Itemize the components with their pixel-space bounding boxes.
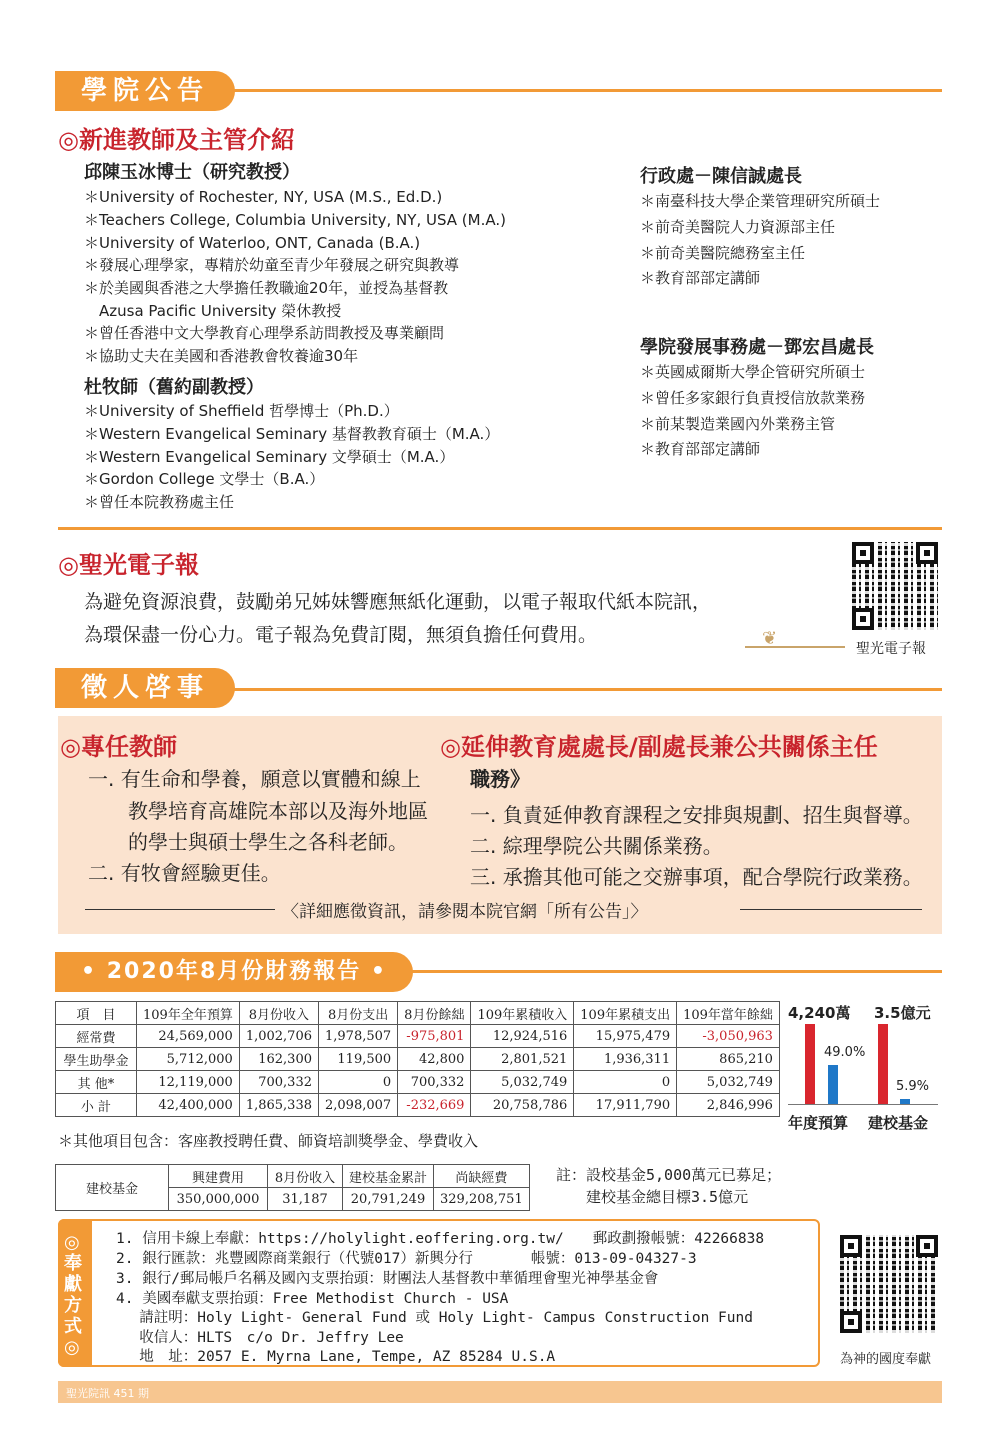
table-row — [56, 1025, 780, 1048]
table-cell: 42,800 — [398, 1048, 471, 1071]
person-name: 邱陳玉冰博士（研究教授） — [84, 162, 300, 183]
section-rule — [58, 527, 942, 530]
job-line: 教學培育高雄院本部以及海外地區 — [88, 799, 428, 823]
person-name: 行政處－陳信誠處長 — [640, 166, 802, 187]
section-tab-recruit: 徵人啓事 — [55, 668, 235, 708]
table-cell: 1,002,706 — [239, 1025, 318, 1048]
job-line: 三. 承擔其他可能之交辦事項，配合學院行政業務。 — [470, 865, 923, 889]
qr-caption: 聖光電子報 — [856, 641, 926, 657]
table-header-cell: 8月份收入 — [268, 1165, 343, 1188]
footer-bar — [58, 1381, 942, 1403]
list-item: ＊Western Evangelical Seminary 文學碩士（M.A.） — [84, 448, 455, 466]
table-row — [56, 1071, 780, 1094]
enews-text: 為避免資源浪費，鼓勵弟兄姊妹響應無紙化運動，以電子報取代紙本院訊， — [84, 591, 712, 613]
chart-category-label: 建校基金 — [868, 1114, 929, 1132]
list-item: ＊協助丈夫在美國和香港教會牧養逾30年 — [84, 347, 359, 365]
table-cell: 5,032,749 — [471, 1071, 574, 1094]
table-cell: 0 — [574, 1071, 677, 1094]
job-footer-note[interactable]: 〈詳細應徵資訊，請參閱本院官網「所有公告」〉 — [282, 902, 648, 922]
chart-bar-fund-raised — [900, 1099, 910, 1104]
table-header-cell: 建校基金累計 — [343, 1165, 434, 1188]
finance-table — [55, 1001, 780, 1117]
table-cell: 350,000,000 — [169, 1188, 268, 1211]
list-item: ＊前奇美醫院人力資源部主任 — [640, 218, 836, 236]
table-cell: 31,187 — [268, 1188, 343, 1211]
table-cell: 2,801,521 — [471, 1048, 574, 1071]
enews-heading: ◎聖光電子報 — [58, 551, 199, 579]
list-item: ＊前奇美醫院總務室主任 — [640, 244, 806, 262]
chart-bar-fund-total — [878, 1024, 888, 1104]
job-heading: ◎延伸教育處處長/副處長兼公共關係主任 — [440, 733, 878, 761]
list-item: ＊英國威爾斯大學企管研究所碩士 — [640, 363, 866, 381]
table-header-cell: 109年累積支出 — [574, 1002, 677, 1025]
job-line: 一. 負責延伸教育課程之安排與規劃、招生與督導。 — [470, 803, 923, 827]
table-cell: 20,791,249 — [343, 1188, 434, 1211]
table-cell: 17,911,790 — [574, 1094, 677, 1117]
table-header-cell: 8月份收入 — [239, 1002, 318, 1025]
table-cell: 20,758,786 — [471, 1094, 574, 1117]
table-cell: 12,924,516 — [471, 1025, 574, 1048]
person-name: 杜牧師（舊約副教授） — [84, 377, 264, 398]
list-item: ＊曾任多家銀行負責授信放款業務 — [640, 389, 866, 407]
table-cell: 1,865,338 — [239, 1094, 318, 1117]
list-item: ＊Teachers College, Columbia University, NY, USA (M.A.) — [84, 211, 506, 229]
table-cell: 865,210 — [677, 1048, 780, 1071]
offering-line: 地 址：2057 E. Myrna Lane, Tempe, AZ 85284 U.S.A — [116, 1349, 556, 1365]
section-tab-announce: 學院公告 — [55, 71, 235, 111]
table-header-cell: 項 目 — [56, 1002, 137, 1025]
list-item: ＊南臺科技大學企業管理研究所碩士 — [640, 192, 881, 210]
enews-text: 為環保盡一份心力。電子報為免費訂閱，無須負擔任何費用。 — [84, 624, 598, 646]
chart-bar-budget-total — [805, 1024, 815, 1104]
table-cell: 5,032,749 — [677, 1071, 780, 1094]
list-item: ＊曾任本院教務處主任 — [84, 493, 235, 511]
list-item: ＊Western Evangelical Seminary 基督教教育碩士（M.A.） — [84, 425, 500, 443]
table-cell: 119,500 — [319, 1048, 398, 1071]
job-line: 的學士與碩士學生之各科老師。 — [88, 830, 408, 854]
offering-line: 2. 銀行匯款：兆豐國際商業銀行（代號017）新興分行 帳號：013-09-04327-3 — [116, 1251, 697, 1267]
job-subheading: 職務》 — [470, 767, 530, 791]
chart-category-label: 年度預算 — [788, 1114, 849, 1132]
list-item: ＊前某製造業國內外業務主管 — [640, 415, 836, 433]
section-tab-finance: • 2020年8月份財務報告 • — [55, 952, 413, 992]
enews-qr-icon[interactable] — [852, 542, 938, 630]
chart-data-label: 5.9% — [896, 1079, 930, 1095]
list-item: ＊教育部部定講師 — [640, 269, 761, 287]
job-line: 一. 有生命和學養，願意以實體和線上 — [88, 767, 421, 791]
footer-rule — [740, 909, 922, 910]
offering-line: 收信人：HLTS c/o Dr. Jeffry Lee — [116, 1330, 404, 1346]
chart-data-label: 49.0% — [824, 1044, 866, 1060]
offering-line: 3. 銀行/郵局帳戶名稱及國內支票抬頭：財團法人基督教中華循理會聖光神學基金會 — [116, 1271, 659, 1287]
offering-line: 請註明：Holy Light- General Fund 或 Holy Light- Campus Construction Fund — [116, 1310, 753, 1326]
list-item: ＊於美國與香港之大學擔任教職逾20年，並授為基督教 — [84, 279, 449, 297]
person-name: 學院發展事務處－鄧宏昌處長 — [640, 337, 874, 358]
table-row — [56, 1165, 530, 1188]
list-item: ＊發展心理學家，專精於幼童至青少年發展之研究與教導 — [84, 256, 460, 274]
chart-bar-budget-income — [828, 1065, 838, 1104]
table-cell: 329,208,751 — [434, 1188, 530, 1211]
offering-qr-icon[interactable] — [840, 1235, 938, 1333]
table-cell: 小 計 — [56, 1094, 137, 1117]
table-cell: -232,669 — [398, 1094, 471, 1117]
table-cell: 12,119,000 — [137, 1071, 240, 1094]
table-cell: -975,801 — [398, 1025, 471, 1048]
table-cell: 5,712,000 — [137, 1048, 240, 1071]
list-item: ＊University of Rochester, NY, USA (M.S., Ed.D.) — [84, 188, 443, 206]
list-item: Azusa Pacific University 榮休教授 — [84, 302, 342, 320]
ornament-icon: ❦ — [762, 628, 778, 649]
offering-line: 4. 美國奉獻支票抬頭：Free Methodist Church - USA — [116, 1291, 509, 1307]
table-cell: -3,050,963 — [677, 1025, 780, 1048]
chart-baseline — [788, 1104, 938, 1105]
offering-line[interactable]: 1. 信用卡線上奉獻：https://holylight.eoffering.org.tw/ 郵政劃撥帳號：42266838 — [116, 1231, 765, 1247]
job-heading: ◎專任教師 — [60, 733, 177, 761]
table-header-cell: 8月份支出 — [319, 1002, 398, 1025]
table-row — [56, 1094, 780, 1117]
table-cell: 2,846,996 — [677, 1094, 780, 1117]
table-cell: 24,569,000 — [137, 1025, 240, 1048]
table-header-cell: 興建費用 — [169, 1165, 268, 1188]
list-item: ＊教育部部定講師 — [640, 440, 761, 458]
chart-top-label: 3.5億元 — [874, 1004, 931, 1022]
divider-ornament — [745, 646, 845, 648]
table-header-cell: 8月份餘絀 — [398, 1002, 471, 1025]
table-header-cell: 尚缺經費 — [434, 1165, 530, 1188]
table-cell: 42,400,000 — [137, 1094, 240, 1117]
table-row — [56, 1048, 780, 1071]
table-cell: 學生助學金 — [56, 1048, 137, 1071]
table-cell: 1,978,507 — [319, 1025, 398, 1048]
job-line: 二. 綜理學院公共關係業務。 — [470, 834, 723, 858]
table-cell: 經常費 — [56, 1025, 137, 1048]
issue-label: 聖光院訊 451 期 — [66, 1387, 149, 1400]
fund-table — [55, 1164, 530, 1211]
finance-note: ＊其他項目包含：客座教授聘任費、師資培訓獎學金、學費收入 — [58, 1132, 479, 1150]
table-cell: 700,332 — [398, 1071, 471, 1094]
table-cell: 其 他* — [56, 1071, 137, 1094]
offering-side-label: ◎奉獻方式◎ — [64, 1232, 82, 1358]
table-cell: 15,975,479 — [574, 1025, 677, 1048]
list-item: ＊Gordon College 文學士（B.A.） — [84, 470, 325, 488]
table-cell: 700,332 — [239, 1071, 318, 1094]
footer-rule — [85, 909, 275, 910]
table-header-row — [56, 1002, 780, 1025]
table-cell: 0 — [319, 1071, 398, 1094]
table-header-cell: 109年當年餘絀 — [677, 1002, 780, 1025]
table-cell: 建校基金 — [56, 1165, 169, 1211]
list-item: ＊University of Sheffield 哲學博士（Ph.D.） — [84, 402, 399, 420]
job-line: 二. 有牧會經驗更佳。 — [88, 861, 281, 885]
fund-note: 註：設校基金5,000萬元已募足； — [556, 1166, 782, 1184]
fund-note: 建校基金總目標3.5億元 — [556, 1188, 749, 1206]
qr-caption: 為神的國度奉獻 — [840, 1352, 932, 1367]
table-cell: 162,300 — [239, 1048, 318, 1071]
list-item: ＊University of Waterloo, ONT, Canada (B.A.) — [84, 234, 421, 252]
table-header-cell: 109年累積收入 — [471, 1002, 574, 1025]
list-item: ＊曾任香港中文大學教育心理學系訪問教授及專業顧問 — [84, 324, 445, 342]
intro-heading: ◎新進教師及主管介紹 — [58, 126, 295, 154]
table-cell: 1,936,311 — [574, 1048, 677, 1071]
chart-top-label: 4,240萬 — [788, 1004, 851, 1022]
table-header-cell: 109年全年預算 — [137, 1002, 240, 1025]
table-cell: 2,098,007 — [319, 1094, 398, 1117]
